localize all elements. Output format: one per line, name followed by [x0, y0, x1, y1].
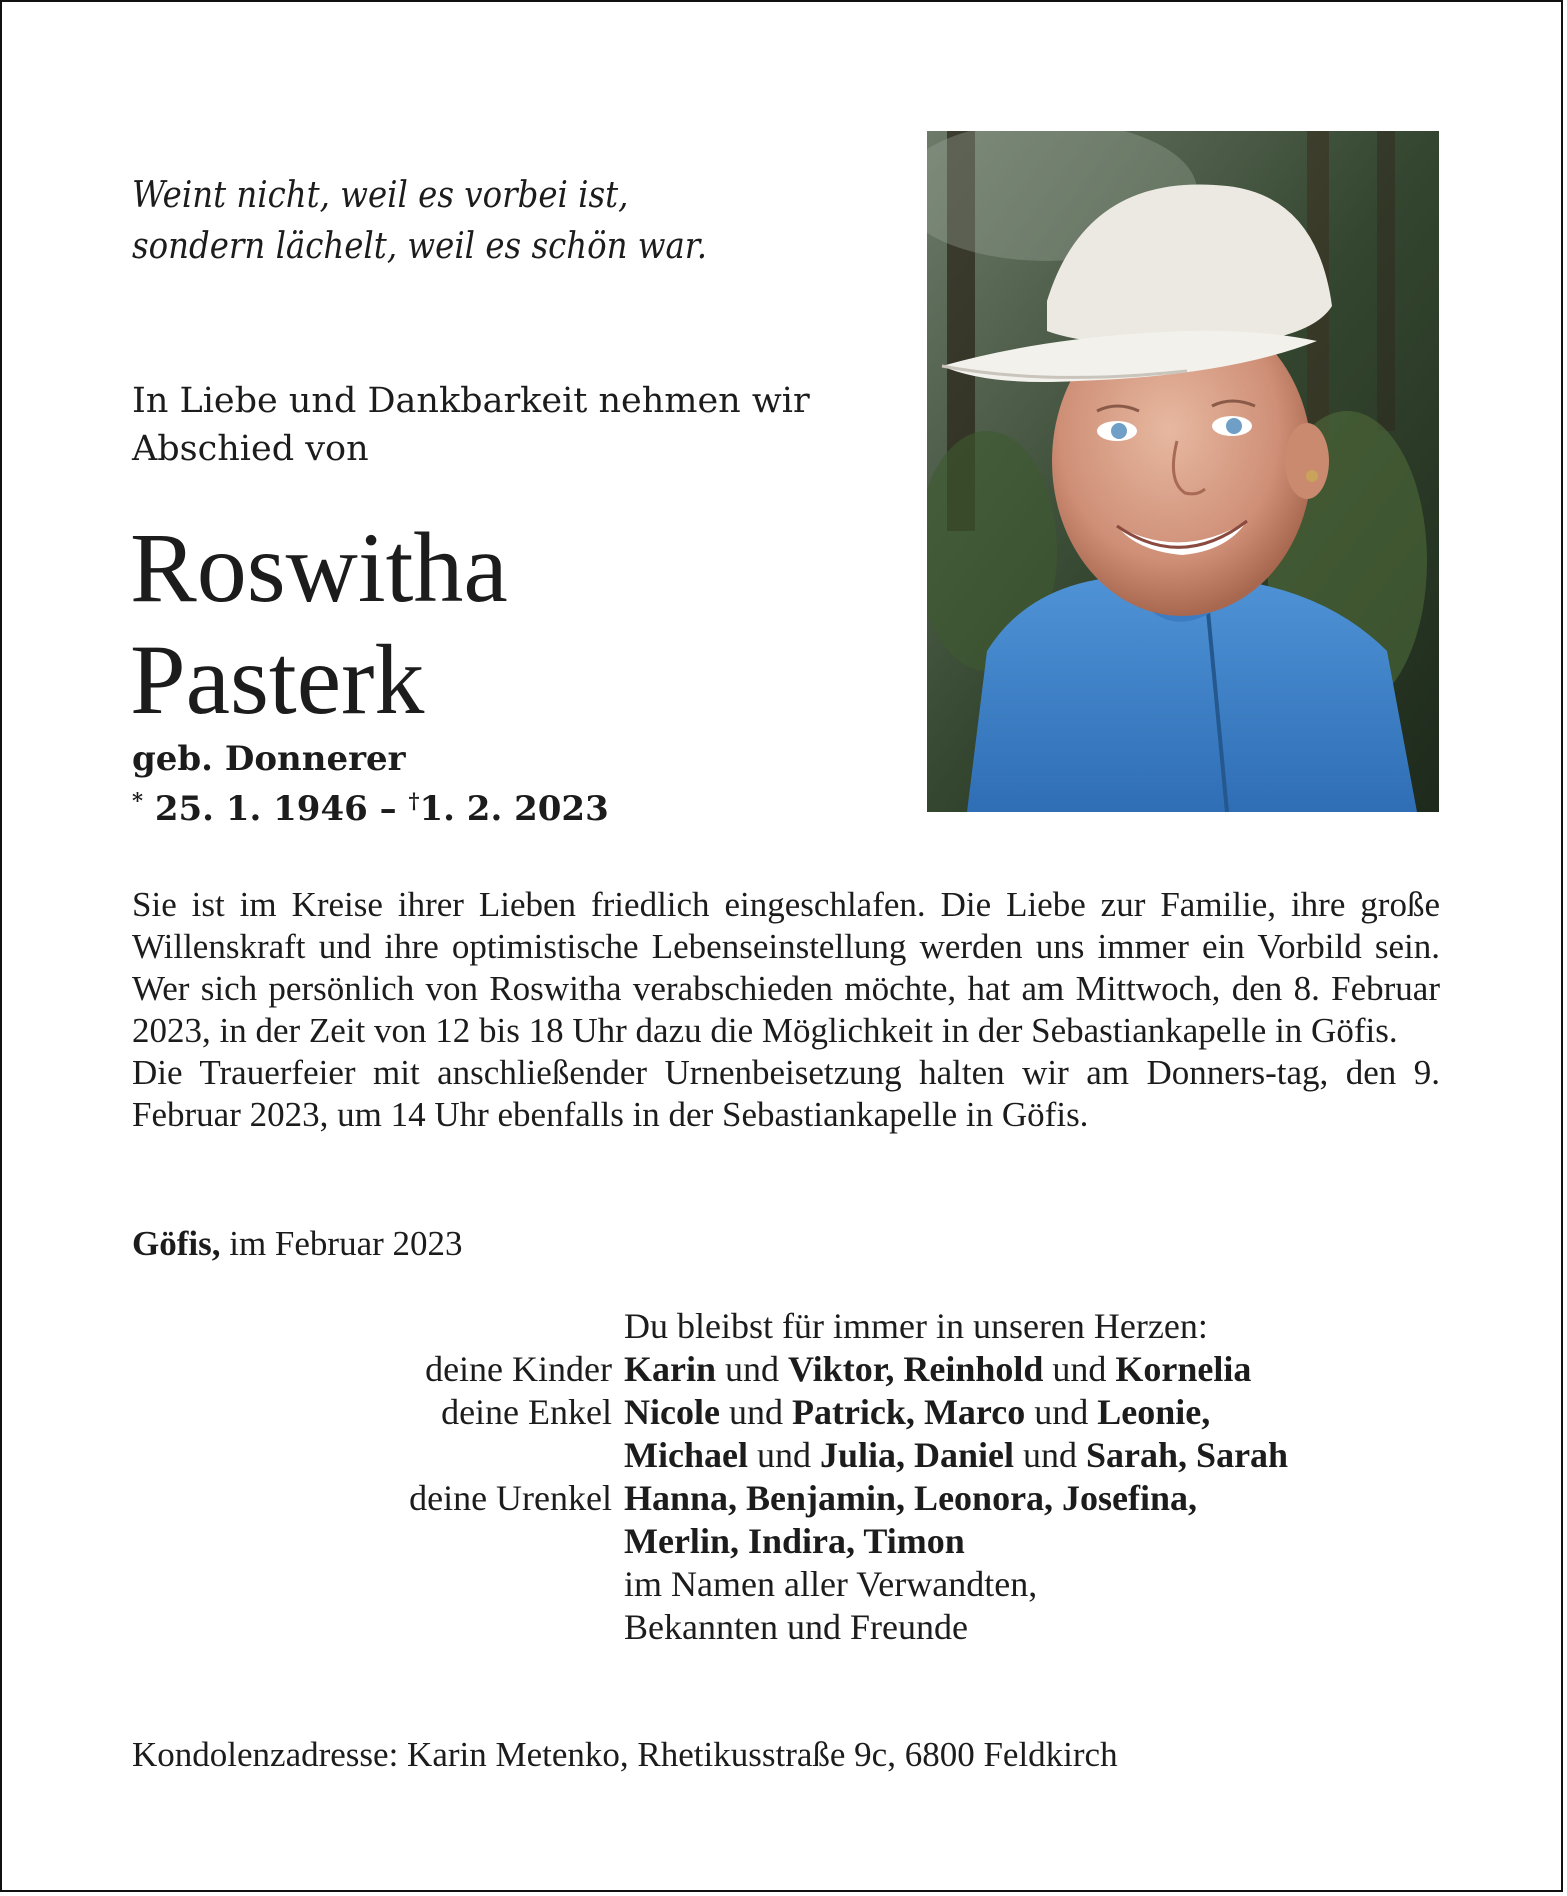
- person-name: Daniel: [914, 1435, 1015, 1475]
- person-name: Julia,: [819, 1435, 905, 1475]
- name-connector: und: [1052, 1349, 1107, 1389]
- person-name: Sarah: [1196, 1435, 1289, 1475]
- motto-line-1: Weint nicht, weil es vorbei ist,: [132, 175, 629, 216]
- grandchildren-label: deine Enkel: [441, 1392, 612, 1432]
- person-name: Leonie,: [1097, 1392, 1211, 1432]
- portrait-photo: [927, 131, 1439, 812]
- great-grandchildren-names-2: Merlin, Indira, Timon: [624, 1521, 965, 1561]
- closing-line-1: im Namen aller Verwandten,: [624, 1564, 1038, 1604]
- grandchildren-row-1: [132, 1391, 1452, 1434]
- closing-row-2: [132, 1606, 1452, 1649]
- life-dates: [132, 780, 609, 830]
- announcement-text: [132, 884, 1440, 1136]
- person-name: Nicole: [624, 1392, 720, 1432]
- person-name: Karin: [624, 1349, 717, 1389]
- date-separator: –: [379, 789, 397, 829]
- name-connector: und: [1034, 1392, 1089, 1432]
- date-text: im Februar 2023: [229, 1224, 463, 1263]
- birth-symbol: *: [132, 788, 143, 813]
- birth-name: geb. Donnerer: [132, 739, 406, 779]
- closing-line-2: Bekannten und Freunde: [624, 1607, 968, 1647]
- mourners-heading: Du bleibst für immer in unseren Herzen:: [624, 1306, 1208, 1346]
- person-name: Sarah,: [1086, 1435, 1188, 1475]
- grandchildren-row-2: [132, 1434, 1452, 1477]
- announcement-paragraph-2: Die Trauerfeier mit anschließender Urnenbeisetzung halten wir am Donners-tag, den 9. Februar 2023, um 14 Uhr ebenfalls in der Sebastiankapelle in Göfis.: [132, 1053, 1440, 1134]
- person-name: Michael: [624, 1435, 748, 1475]
- intro-line-1: In Liebe und Dankbarkeit nehmen wir: [132, 381, 810, 421]
- children-row: [132, 1348, 1452, 1391]
- portrait-photo-icon: [927, 131, 1439, 812]
- great-grandchildren-label: deine Urenkel: [409, 1478, 612, 1518]
- great-grandchildren-row-1: [132, 1477, 1452, 1520]
- mourners-list: [132, 1305, 1452, 1649]
- first-name: Roswitha: [130, 512, 508, 623]
- great-grandchildren-row-2: [132, 1520, 1452, 1563]
- great-grandchildren-names-1: Hanna, Benjamin, Leonora, Josefina,: [624, 1478, 1198, 1518]
- place-name: Göfis,: [132, 1224, 221, 1263]
- mourners-heading-row: [132, 1305, 1452, 1348]
- person-name: Viktor,: [788, 1349, 895, 1389]
- name-connector: und: [1023, 1435, 1078, 1475]
- death-symbol: †: [408, 788, 420, 813]
- name-connector: und: [756, 1435, 811, 1475]
- closing-row-1: [132, 1563, 1452, 1606]
- motto-quote: [132, 170, 707, 272]
- name-connector: und: [728, 1392, 783, 1432]
- children-label: deine Kinder: [425, 1349, 612, 1389]
- person-name: Kornelia: [1115, 1349, 1252, 1389]
- deceased-name: [130, 512, 508, 736]
- children-names: [624, 1348, 1452, 1391]
- announcement-paragraph-1: Sie ist im Kreise ihrer Lieben friedlich eingeschlafen. Die Liebe zur Familie, ihre große Willenskraft und ihre optimistische Lebenseinstellung werden uns immer ein Vorbild sein. Wer sich persönlich von Roswitha verabschieden möchte, hat am Mittwoch, den 8. Februar 2023, in der Zeit von 12 bis 18 Uhr dazu die Möglichkeit in der Sebastiankapelle in Göfis.: [132, 885, 1440, 1050]
- grandchildren-names-2: [624, 1434, 1452, 1477]
- person-name: Reinhold: [903, 1349, 1044, 1389]
- condolence-address: Kondolenzadresse: Karin Metenko, Rhetikusstraße 9c, 6800 Feldkirch: [132, 1735, 1118, 1774]
- person-name: Marco: [923, 1392, 1026, 1432]
- motto-line-2: sondern lächelt, weil es schön war.: [132, 226, 708, 267]
- person-name: Patrick,: [791, 1392, 915, 1432]
- death-date: 1. 2. 2023: [419, 789, 609, 829]
- intro-line-2: Abschied von: [132, 429, 369, 469]
- last-name: Pasterk: [130, 624, 425, 735]
- intro-text: [132, 377, 810, 473]
- name-connector: und: [725, 1349, 780, 1389]
- birth-date: 25. 1. 1946: [154, 789, 368, 829]
- grandchildren-names-1: [624, 1391, 1452, 1434]
- place-date: [132, 1223, 463, 1265]
